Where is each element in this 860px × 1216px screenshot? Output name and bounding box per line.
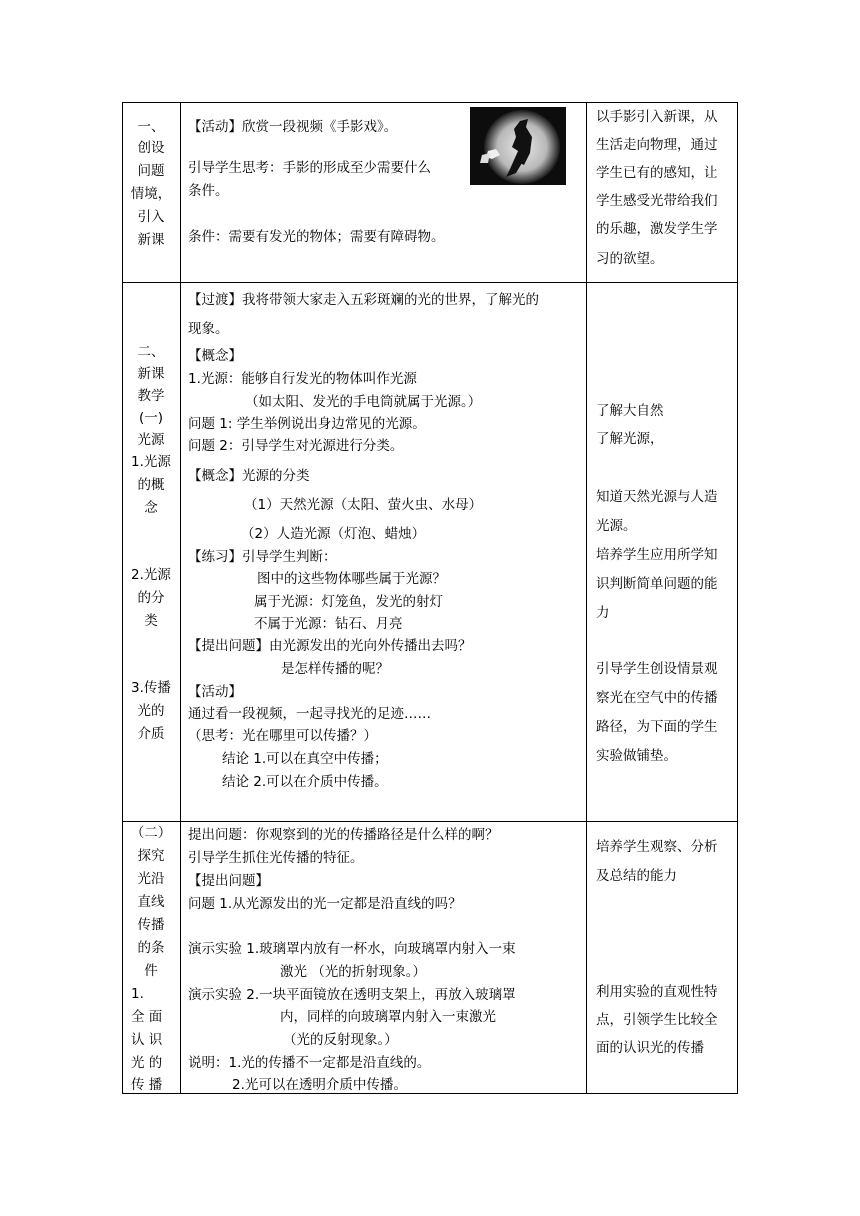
- row2-left-line: 2.光源: [131, 567, 171, 583]
- table-border-top: [122, 102, 738, 103]
- row1-right-line: 生活走向物理，通过: [596, 137, 718, 153]
- row2-right-line: 察光在空气中的传播: [596, 690, 718, 706]
- row2-content-line: 通过看一段视频，一起寻找光的足迹……: [188, 706, 431, 722]
- row3-left-line: 传播: [137, 917, 165, 933]
- row1-right-line: 学生感受光带给我们: [596, 193, 718, 209]
- row3-left-line: 光 的: [131, 1055, 163, 1071]
- row3-right-line: 及总结的能力: [596, 868, 677, 884]
- row2-left-line: 教学: [137, 388, 165, 404]
- row3-content-line: 演示实验 2.一块平面镜放在透明支架上，再放入玻璃罩: [188, 987, 516, 1003]
- row1-right-line: 的乐趣，激发学生学: [596, 221, 718, 237]
- row2-right-line: 了解大自然: [596, 403, 664, 419]
- row2-left-line: 3.传播: [131, 680, 171, 696]
- row2-right-line: 引导学生创设情景观: [596, 661, 718, 677]
- hand-shadow-puppet-image: [470, 107, 566, 185]
- row2-content-line: 结论 1.可以在真空中传播；: [222, 751, 388, 767]
- column-divider-1: [180, 102, 181, 1094]
- row2-left-line: 介质: [137, 726, 165, 742]
- row1-left-line: 新课: [137, 232, 165, 248]
- row3-left-line: 直线: [137, 894, 165, 910]
- row2-content-line: 问题 2：引导学生对光源进行分类。: [188, 438, 404, 454]
- row2-right-line: 路径，为下面的学生: [596, 719, 718, 735]
- row2-content-line: 【活动】: [188, 684, 242, 700]
- row3-content-line: 演示实验 1.玻璃罩内放有一杯水，向玻璃罩内射入一束: [188, 941, 516, 957]
- row3-left-line: 传 播: [131, 1077, 163, 1093]
- row2-right-line: 识判断简单问题的能: [596, 576, 718, 592]
- row3-content-line: （光的反射现象。）: [283, 1032, 398, 1048]
- row2-content-line: （如太阳、发光的手电筒就属于光源。）: [245, 394, 482, 410]
- row1-left-line: 引入: [137, 209, 165, 225]
- row3-left-line: 探究: [137, 848, 165, 864]
- row2-left-line: 念: [144, 500, 158, 516]
- row3-content-line: 【提出问题】: [188, 873, 269, 889]
- row3-left-line: 认 识: [131, 1032, 163, 1048]
- row1-right-line: 以手影引入新课，从: [596, 109, 718, 125]
- row1-content-line: 【活动】欣赏一段视频《手影戏》。: [188, 119, 398, 135]
- column-divider-2: [586, 102, 587, 1094]
- row2-left-line: 1.光源: [131, 454, 171, 470]
- row3-content-line: 激光 （光的折射现象。）: [280, 964, 427, 980]
- row2-content-line: （1）天然光源（太阳、萤火虫、水母）: [244, 497, 483, 513]
- row1-right-line: 学生已有的感知，让: [596, 165, 718, 181]
- row2-left-line: 类: [144, 613, 158, 629]
- row1-content-line: 条件：需要有发光的物体；需要有障碍物。: [188, 229, 445, 245]
- row2-left-line: 新课: [137, 366, 165, 382]
- row2-content-line: 【过渡】我将带领大家走入五彩斑斓的光的世界，了解光的: [188, 292, 539, 308]
- row2-content-line: （2）人造光源（灯泡、蜡烛）: [241, 526, 426, 542]
- row2-left-line: 二、: [137, 344, 165, 360]
- row2-content-line: 【练习】引导学生判断：: [188, 549, 337, 565]
- row2-right-line: 知道天然光源与人造: [596, 489, 718, 505]
- row2-content-line: 【提出问题】由光源发出的光向外传播出去吗？: [188, 638, 472, 654]
- row2-content-line: 属于光源：灯笼鱼，发光的射灯: [254, 594, 443, 610]
- row3-left-line: 全 面: [131, 1009, 163, 1025]
- row3-left-line: 光沿: [137, 871, 165, 887]
- row2-left-line: (一): [138, 410, 164, 426]
- row1-left-line: 创设: [137, 140, 165, 156]
- table-border-right: [737, 102, 738, 1094]
- row3-content-line: 内，同样的向玻璃罩内射入一束激光: [280, 1009, 496, 1025]
- row3-content-line: 问题 1.从光源发出的光一定都是沿直线的吗？: [188, 896, 462, 912]
- row3-content-line: 提出问题：你观察到的光的传播路径是什么样的啊？: [188, 827, 499, 843]
- row2-content-line: 结论 2.可以在介质中传播。: [222, 774, 388, 790]
- row2-content-line: （思考：光在哪里可以传播？）: [188, 728, 377, 744]
- row2-content-line: 不属于光源：钻石、月亮: [254, 616, 403, 632]
- row3-left-line: （二）: [130, 825, 172, 841]
- row3-right-line: 利用实验的直观性特: [596, 984, 718, 1000]
- row1-left-line: 情境，: [130, 186, 172, 202]
- row3-left-line: 件: [144, 963, 158, 979]
- row2-right-line: 了解光源，: [596, 431, 664, 447]
- row2-content-line: 是怎样传播的呢？: [281, 661, 389, 677]
- row1-right-line: 习的欲望。: [596, 251, 664, 267]
- row2-right-line: 培养学生应用所学知: [596, 547, 718, 563]
- row3-right-line: 面的认识光的传播: [596, 1040, 704, 1056]
- row1-content-line: 条件。: [188, 183, 229, 199]
- row3-left-line: 的条: [137, 940, 165, 956]
- row-divider-2: [122, 821, 738, 822]
- row1-left-line: 一、: [137, 119, 165, 135]
- row-divider-1: [122, 282, 738, 283]
- row3-right-line: 点，引领学生比较全: [596, 1012, 718, 1028]
- row3-content-line: 引导学生抓住光传播的特征。: [188, 850, 364, 866]
- table-border-bottom: [122, 1093, 738, 1094]
- row1-content-line: 引导学生思考：手影的形成至少需要什么: [188, 160, 431, 176]
- row2-left-line: 的概: [137, 477, 165, 493]
- row3-right-line: 培养学生观察、分析: [596, 839, 718, 855]
- row2-content-line: 图中的这些物体哪些属于光源？: [257, 571, 446, 587]
- row1-left-line: 问题: [137, 163, 165, 179]
- row2-content-line: 1.光源：能够自行发光的物体叫作光源: [188, 371, 417, 387]
- row2-left-line: 光的: [137, 703, 165, 719]
- row3-content-line: 2.光可以在透明介质中传播。: [232, 1077, 407, 1093]
- row2-right-line: 实验做铺垫。: [596, 748, 677, 764]
- row2-left-line: 的分: [137, 590, 165, 606]
- row2-right-line: 力: [596, 605, 610, 621]
- row2-content-line: 问题 1: 学生举例说出身边常见的光源。: [188, 416, 426, 432]
- row3-left-line: 1.: [131, 986, 144, 1002]
- row2-content-line: 【概念】: [188, 348, 242, 364]
- row2-content-line: 现象。: [188, 321, 229, 337]
- row2-left-line: 光源: [137, 432, 165, 448]
- row3-content-line: 说明：1.光的传播不一定都是沿直线的。: [188, 1055, 431, 1071]
- row2-right-line: 光源。: [596, 518, 637, 534]
- row2-content-line: 【概念】光源的分类: [188, 468, 310, 484]
